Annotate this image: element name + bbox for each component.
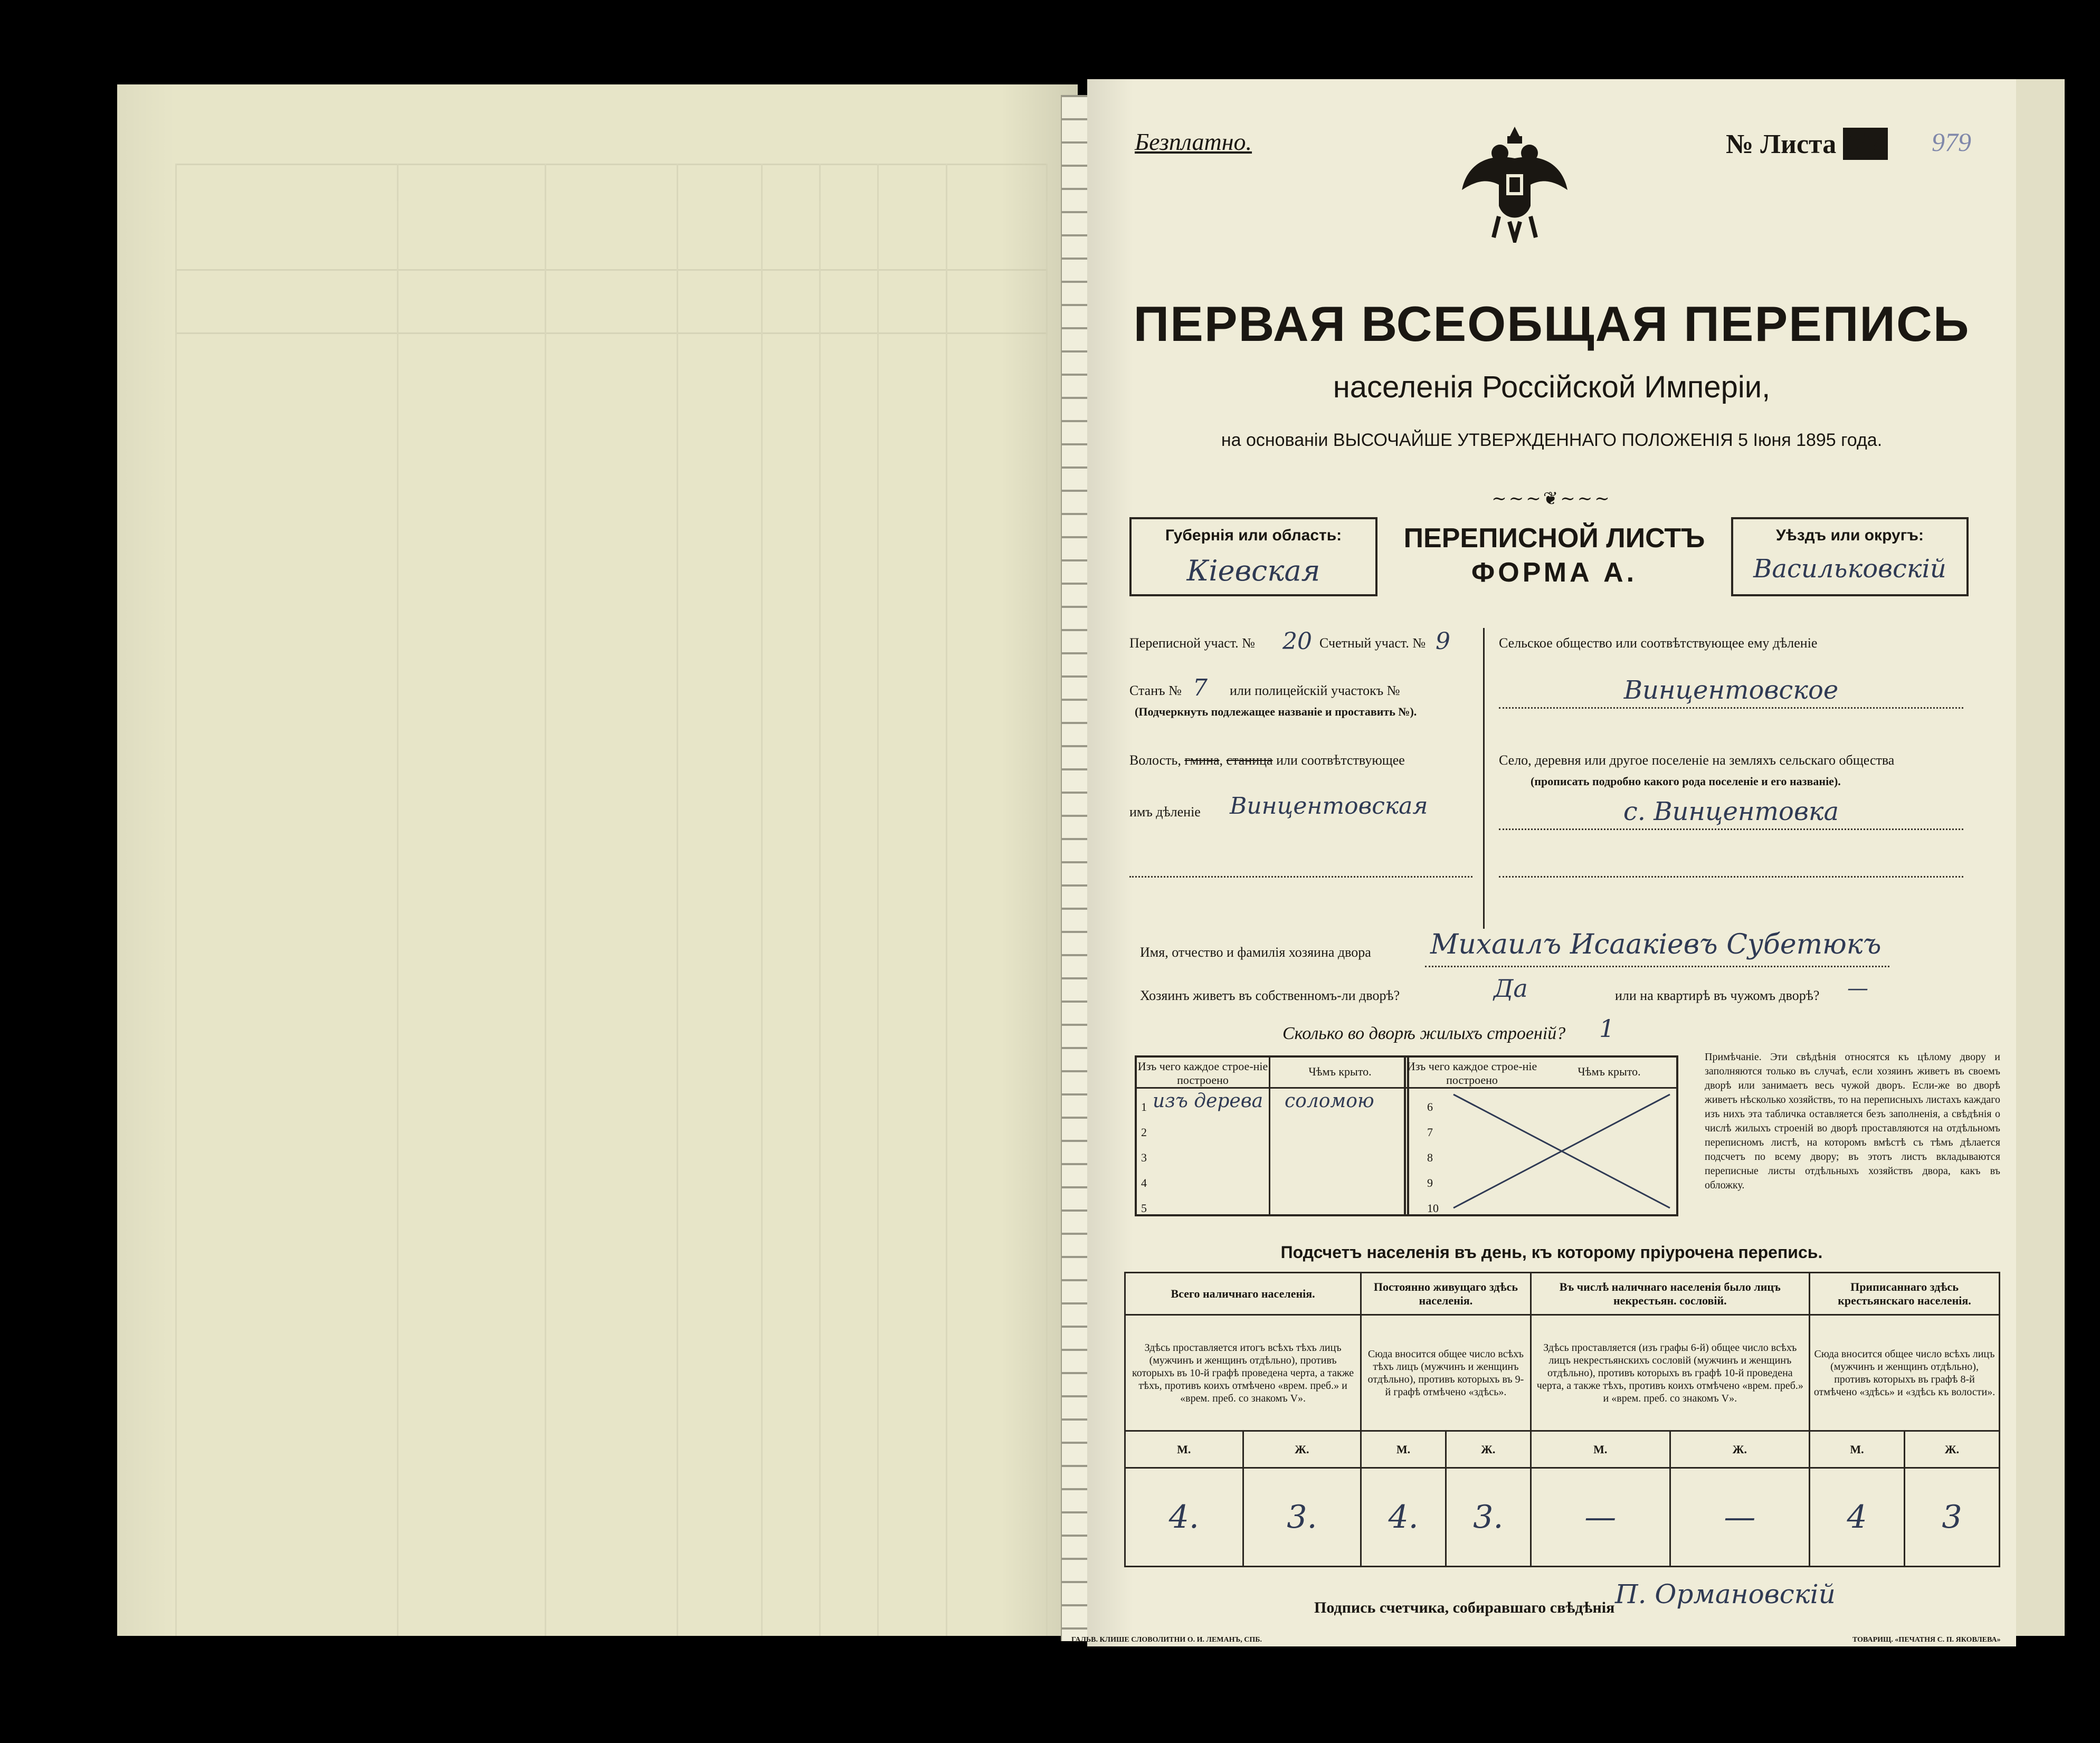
volost-value: Винцентовская bbox=[1230, 793, 1428, 820]
volost-label: Волость, гмина, станица или соотвѣтствующее bbox=[1129, 753, 1405, 768]
sheet-label: № Листа bbox=[1726, 129, 1837, 159]
count-value: 4 bbox=[1810, 1468, 1905, 1567]
selo-value: с. Винцентовка bbox=[1623, 797, 1839, 826]
buildings-row-numbers-left bbox=[1141, 1094, 1147, 1221]
stan-note: (Подчеркнуть подлежащее названіе и проставить №). bbox=[1135, 705, 1417, 718]
ornament-divider: ∼∼∼❦∼∼∼ bbox=[1491, 489, 1612, 509]
row-number: 9 bbox=[1427, 1176, 1433, 1189]
buildings-col-material-2: Изъ чего каждое строе-ніе построено bbox=[1407, 1060, 1537, 1087]
count-explanation: Сюда вносится общее число всѣхъ тѣхъ лицъ (мужчинъ и женщинъ отдѣльно), противъ которыхъ въ 9-й графѣ отмѣчено «здѣсь». bbox=[1361, 1315, 1531, 1431]
count-value: — bbox=[1531, 1468, 1670, 1567]
uchast-label: Переписной участ. № bbox=[1129, 635, 1255, 651]
census-subtitle: населенія Россійской Имперіи, bbox=[1333, 370, 1771, 404]
count-header-peasant: Приписаннаго здѣсь крестьянскаго населенія. bbox=[1810, 1273, 2000, 1315]
count-value: 3 bbox=[1904, 1468, 1999, 1567]
sheet-form: ФОРМА А. bbox=[1471, 557, 1638, 588]
signature-value: П. Ормановскій bbox=[1615, 1579, 1836, 1609]
owner-value: Михаилъ Исаакіевъ Субетюкъ bbox=[1430, 929, 1882, 960]
buildings-table-left bbox=[1135, 1055, 1409, 1216]
owner-label: Имя, отчество и фамилія хозяина двора bbox=[1140, 945, 1371, 960]
volost-struck-gmina: гмина bbox=[1184, 753, 1220, 768]
row-number: 6 bbox=[1427, 1100, 1433, 1113]
sheet-number-value: 67 bbox=[1843, 128, 1887, 160]
count-table bbox=[1124, 1272, 2000, 1567]
owner-line bbox=[1425, 966, 1889, 967]
volost-rest: или соотвѣтствующее bbox=[1276, 753, 1405, 768]
gubernia-box bbox=[1129, 517, 1377, 596]
uezd-value: Васильковскій bbox=[1753, 554, 1946, 584]
sex-label: М. bbox=[1810, 1431, 1905, 1468]
sex-label: Ж. bbox=[1670, 1431, 1809, 1468]
schet-value: 9 bbox=[1436, 628, 1450, 655]
buildings-label: Сколько во дворѣ жилыхъ строеній? bbox=[1282, 1024, 1566, 1043]
census-basis: на основаніи ВЫСОЧАЙШЕ УТВЕРЖДЕННАГО ПОЛОЖЕНІЯ 5 Іюня 1895 года. bbox=[1221, 430, 1883, 450]
row-number: 3 bbox=[1141, 1151, 1147, 1164]
sex-label: Ж. bbox=[1243, 1431, 1361, 1468]
uchast-value: 20 bbox=[1282, 628, 1312, 655]
row-number: 8 bbox=[1427, 1151, 1433, 1164]
gubernia-value: Кіевская bbox=[1186, 554, 1320, 587]
schet-label: Счетный участ. № bbox=[1319, 635, 1426, 651]
sex-label: Ж. bbox=[1904, 1431, 1999, 1468]
archive-stamp-number: 979 bbox=[1932, 127, 1971, 157]
imperial-eagle-emblem bbox=[1457, 116, 1573, 243]
uezd-box bbox=[1731, 517, 1969, 596]
lives-label: Хозяинъ живетъ въ собственномъ-ли дворѣ? bbox=[1140, 988, 1400, 1003]
buildings-value: 1 bbox=[1599, 1014, 1615, 1043]
location-fields-left bbox=[1124, 628, 1485, 929]
count-header-nonpeasant: Въ числѣ наличнаго населенія было лицъ некрестьян. сословій. bbox=[1531, 1273, 1809, 1315]
selo-label: Село, деревня или другое поселеніе на земляхъ сельскаго общества bbox=[1499, 753, 1895, 768]
sex-label: Ж. bbox=[1446, 1431, 1531, 1468]
volost-label-text: Волость, bbox=[1129, 753, 1181, 768]
count-value: — bbox=[1670, 1468, 1809, 1567]
count-value: 3. bbox=[1446, 1468, 1531, 1567]
cross-out-mark bbox=[1448, 1089, 1675, 1213]
buildings-note: Примѣчаніе. Эти свѣдѣнія относятся къ цѣлому двору и заполняются только въ случаѣ, если хозяинъ живетъ въ своемъ дворѣ или занимаетъ весь чужой дворъ. Если-же во дворѣ живетъ нѣсколько хозяйствъ, то на переписныхъ листахъ каждаго изъ нихъ эта табличка оставляется безъ заполненія, а свѣдѣнія о числѣ жилыхъ строеній во дворѣ проставляются на отдѣльномъ переписномъ листѣ, на которомъ вмѣстѣ съ тѣмъ дѣлается подсчетъ по всему двору; въ этотъ листъ вкладываются переписные листы отдѣльныхъ хозяйствъ двора, какъ въ обложку. bbox=[1705, 1051, 2000, 1191]
gubernia-label: Губернія или область: bbox=[1165, 527, 1342, 544]
left-page bbox=[117, 84, 1078, 1636]
row-number: 5 bbox=[1141, 1202, 1147, 1215]
right-page bbox=[1071, 79, 2016, 1646]
count-value: 4. bbox=[1361, 1468, 1446, 1567]
location-fields-right bbox=[1488, 628, 1974, 929]
signature-label: Подпись счетчика, собиравшаго свѣдѣнія bbox=[1314, 1599, 1615, 1616]
row-number: 10 bbox=[1427, 1202, 1439, 1215]
buildings-col-roof: Чѣмъ крыто. bbox=[1308, 1065, 1372, 1078]
row-number: 1 bbox=[1141, 1100, 1147, 1113]
buildings-col-material: Изъ чего каждое строе-ніе построено bbox=[1137, 1060, 1268, 1087]
row-number: 7 bbox=[1427, 1126, 1433, 1139]
volost-label-2: имъ дѣленіе bbox=[1129, 804, 1201, 820]
row-number: 4 bbox=[1141, 1176, 1147, 1189]
selskoe-line bbox=[1499, 707, 1963, 709]
sheet-number-label bbox=[1726, 128, 1888, 160]
selskoe-value: Винцентовское bbox=[1623, 675, 1839, 705]
selskoe-label: Сельское общество или соотвѣтствующее ему дѣленіе bbox=[1499, 635, 1818, 651]
selo-line-2 bbox=[1499, 876, 1963, 878]
row1-roof: соломою bbox=[1285, 1090, 1374, 1112]
count-header-permanent: Постоянно живущаго здѣсь населенія. bbox=[1361, 1273, 1531, 1315]
selo-line bbox=[1499, 828, 1963, 830]
free-label: Безплатно. bbox=[1135, 128, 1252, 155]
uezd-label: Уѣздъ или округъ: bbox=[1775, 527, 1924, 544]
volost-blank-line bbox=[1129, 876, 1472, 878]
sheet-title: ПЕРЕПИСНОЙ ЛИСТЪ bbox=[1403, 523, 1705, 554]
selo-note: (прописать подробно какого рода поселеніе и его названіе). bbox=[1531, 775, 1841, 788]
printer-left: ГАЛЬВ. КЛИШЕ СЛОВОЛИТНИ О. И. ЛЕМАНЪ, СПБ. bbox=[1071, 1636, 1262, 1644]
kvartira-value: — bbox=[1847, 976, 1868, 1001]
police-label: или полицейскій участокъ № bbox=[1230, 683, 1400, 698]
sex-label: М. bbox=[1361, 1431, 1446, 1468]
count-explanation: Сюда вносится общее число всѣхъ лицъ (мужчинъ и женщинъ отдѣльно), противъ которыхъ въ графѣ 8-й отмѣчено «здѣсь» и «здѣсь къ волости». bbox=[1810, 1315, 2000, 1431]
lives-value: Да bbox=[1494, 974, 1528, 1003]
kvartira-label: или на квартирѣ въ чужомъ дворѣ? bbox=[1615, 988, 1820, 1003]
count-value: 3. bbox=[1243, 1468, 1361, 1567]
count-explanation: Здѣсь проставляется итогъ всѣхъ тѣхъ лицъ (мужчинъ и женщинъ отдѣльно), противъ которыхъ въ 10-й графѣ проведена черта, а также тѣхъ, противъ коихъ отмѣчено «врем. преб.» и «врем. преб. со знакомъ V». bbox=[1125, 1315, 1361, 1431]
count-explanation: Здѣсь проставляется (изъ графы 6-й) общее число всѣхъ лицъ некрестьянскихъ сословій (мужчинъ и женщинъ отдѣльно), противъ которыхъ въ графѣ 10-й проведена черта, а также тѣхъ, противъ коихъ отмѣчено «врем. преб.» и «врем. преб. со знакомъ V». bbox=[1531, 1315, 1809, 1431]
stan-value: 7 bbox=[1193, 674, 1208, 701]
buildings-row-numbers-right bbox=[1427, 1094, 1439, 1221]
count-value: 4. bbox=[1125, 1468, 1243, 1567]
volost-struck-stanitsa: станица bbox=[1226, 753, 1273, 768]
count-header-total: Всего наличнаго населенія. bbox=[1125, 1273, 1361, 1315]
sex-label: М. bbox=[1125, 1431, 1243, 1468]
buildings-table-right bbox=[1404, 1055, 1678, 1216]
row-number: 2 bbox=[1141, 1126, 1147, 1139]
printer-right: ТОВАРИЩ. «ПЕЧАТНЯ С. П. ЯКОВЛЕВА» bbox=[1852, 1636, 2001, 1644]
stan-label: Станъ № bbox=[1129, 683, 1182, 698]
census-title: ПЕРВАЯ ВСЕОБЩАЯ ПЕРЕПИСЬ bbox=[1133, 296, 1970, 351]
sex-label: М. bbox=[1531, 1431, 1670, 1468]
buildings-col-roof-2: Чѣмъ крыто. bbox=[1578, 1065, 1641, 1078]
row1-material: изъ дерева bbox=[1153, 1090, 1263, 1112]
show-through-table bbox=[175, 164, 1046, 1636]
count-title: Подсчетъ населенія въ день, къ которому пріурочена перепись. bbox=[1280, 1243, 1823, 1262]
